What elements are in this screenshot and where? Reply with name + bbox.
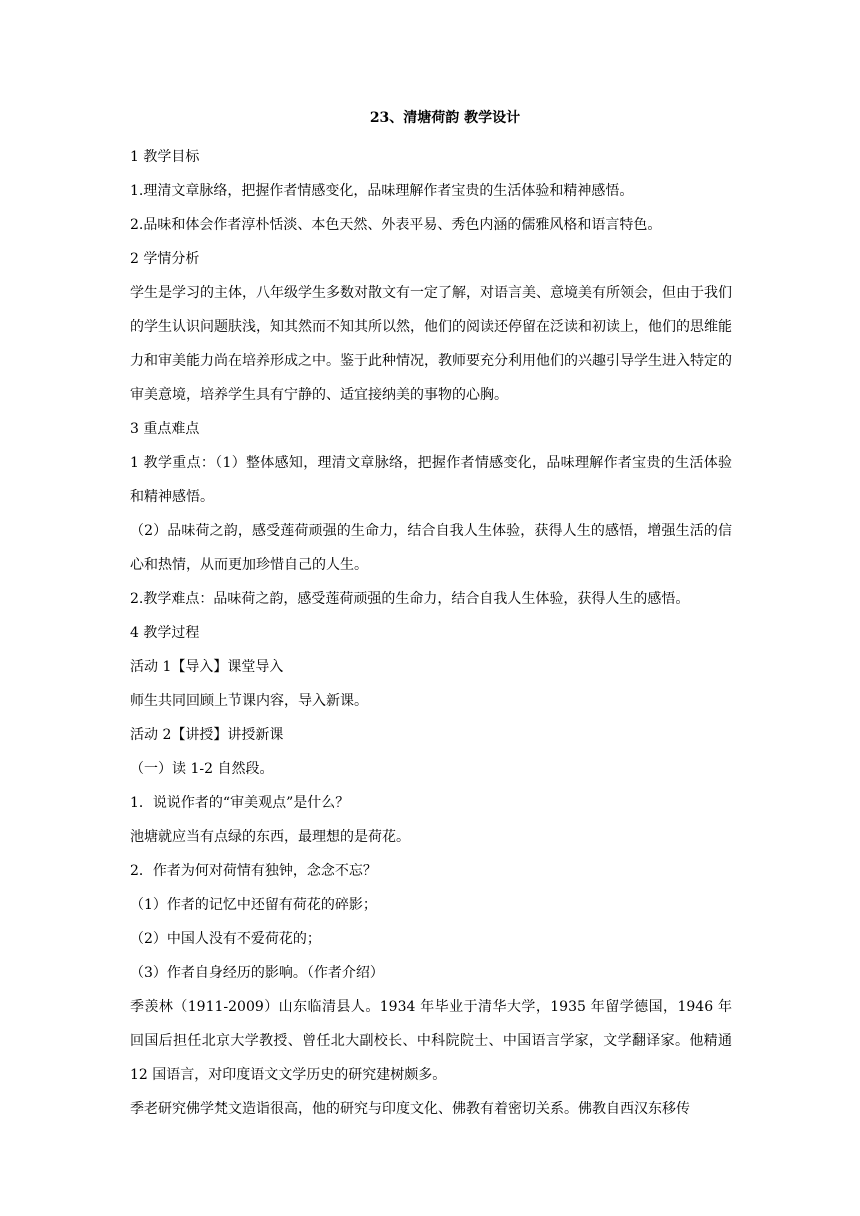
section-heading-objectives: 1 教学目标 [130, 149, 200, 165]
answer-2-item-3: （3）作者自身经历的影响。（作者介绍） [130, 965, 384, 981]
question-2: 2．作者为何对荷情有独钟，念念不忘？ [130, 863, 377, 879]
section-heading-process: 4 教学过程 [130, 625, 200, 641]
activity-1-heading: 活动 1【导入】课堂导入 [130, 659, 284, 675]
document-title: 23、清塘荷韵 教学设计 [369, 110, 521, 126]
answer-2-item-1: （1）作者的记忆中还留有荷花的碎影； [130, 897, 377, 913]
author-introduction: 季羡林（1911-2009）山东临清县人。1934 年毕业于清华大学，1935 年留学德国，1946 年回国后担任北京大学教授、曾任北大副校长、中科院院士、中国语言学家，文学翻译家。他精通 12 国语言，对印度语文文学历史的研究建树颇多。 [130, 999, 732, 1083]
answer-1: 池塘就应当有点绿的东西，最理想的是荷花。 [130, 829, 410, 845]
question-1: 1．说说作者的“审美观点”是什么？ [130, 795, 350, 811]
student-analysis-text: 学生是学习的主体，八年级学生多数对散文有一定了解，对语言美、意境美有所领会，但由于我们的学生认识问题肤浅，知其然而不知其所以然，他们的阅读还停留在泛读和初读上，他们的思维能力和审美能力尚在培养形成之中。鉴于此种情况，教师要充分利用他们的兴趣引导学生进入特定的审美意境，培养学生具有宁静的、适宜接纳美的事物的心胸。 [130, 285, 732, 403]
reading-step-1: （一）读 1-2 自然段。 [130, 761, 274, 777]
objective-1: 1.理清文章脉络，把握作者情感变化，品味理解作者宝贵的生活体验和精神感悟。 [130, 183, 634, 199]
objective-2: 2.品味和体会作者淳朴恬淡、本色天然、外表平易、秀色内涵的儒雅风格和语言特色。 [130, 217, 662, 233]
key-point-1: 1 教学重点：（1）整体感知，理清文章脉络，把握作者情感变化，品味理解作者宝贵的生活体验和精神感悟。 [130, 455, 732, 505]
section-heading-student-analysis: 2 学情分析 [130, 251, 200, 267]
activity-1-text: 师生共同回顾上节课内容，导入新课。 [130, 693, 368, 709]
activity-2-heading: 活动 2【讲授】讲授新课 [130, 727, 284, 743]
author-research-text: 季老研究佛学梵文造诣很高，他的研究与印度文化、佛教有着密切关系。佛教自西汉东移传 [130, 1101, 690, 1117]
section-heading-key-difficult-points: 3 重点难点 [130, 421, 200, 437]
answer-2-item-2: （2）中国人没有不爱荷花的； [130, 931, 321, 947]
difficult-point: 2.教学难点：品味荷之韵，感受莲荷顽强的生命力，结合自我人生体验，获得人生的感悟。 [130, 591, 690, 607]
key-point-2: （2）品味荷之韵，感受莲荷顽强的生命力，结合自我人生体验，获得人生的感悟，增强生活的信心和热情，从而更加珍惜自己的人生。 [130, 523, 732, 573]
document-body [130, 108, 732, 1126]
